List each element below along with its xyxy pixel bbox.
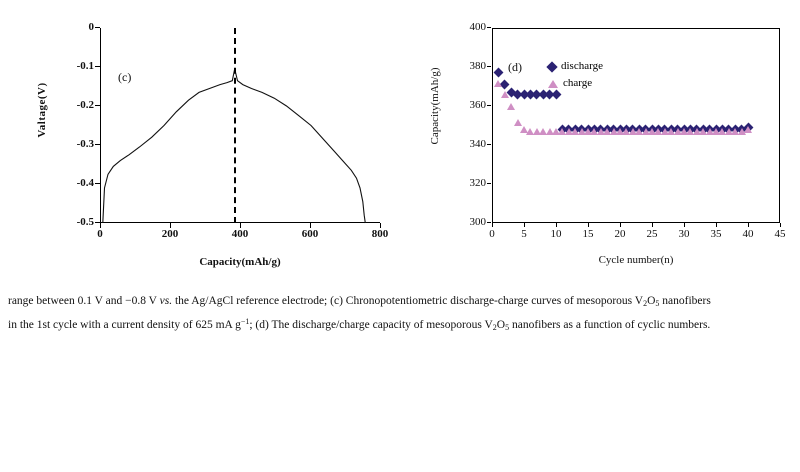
panel-d-y-tick: 360	[438, 99, 486, 111]
panel-c-y-tick: 0	[48, 21, 94, 33]
panel-c-x-tick: 200	[150, 228, 190, 240]
data-point-charge	[494, 80, 502, 87]
panel-d-label: (d)	[508, 60, 522, 74]
panel-c-y-tick: -0.1	[48, 60, 94, 72]
panel-d-x-tick: 30	[664, 228, 704, 240]
data-point-charge	[744, 126, 752, 133]
caption-text: range between 0.1 V and −0.8 V	[8, 295, 160, 307]
panel-d-y-tick: 320	[438, 177, 486, 189]
panel-d-x-tick: 20	[600, 228, 640, 240]
panel-c-curve	[101, 28, 381, 223]
caption-sub: 2	[643, 299, 648, 308]
panel-d-x-tick: 10	[536, 228, 576, 240]
panel-c-x-tick: 400	[220, 228, 260, 240]
panel-c-y-tick: -0.2	[48, 99, 94, 111]
panel-c-x-tick: 800	[360, 228, 400, 240]
panel-c-label: (c)	[118, 70, 132, 84]
panel-d-y-axis-label: Capacity(mAh/g)	[429, 67, 441, 145]
caption-text: nanofibers as a function of cyclic numbers.	[509, 319, 711, 331]
panel-d-x-tick: 5	[504, 228, 544, 240]
panel-d-x-tick: 45	[760, 228, 800, 240]
caption-sub: 5	[655, 299, 660, 308]
panel-d-y-tick: 380	[438, 60, 486, 72]
triangle-marker-icon	[548, 80, 558, 88]
panel-c-y-tick: -0.4	[48, 177, 94, 189]
legend-label-charge: charge	[563, 77, 593, 89]
caption-text: O	[496, 319, 506, 331]
panel-d-y-tick: 300	[438, 216, 486, 228]
panel-c-marker-line	[234, 28, 236, 223]
data-point-charge	[507, 103, 515, 110]
caption-text: in the 1st cycle with a current density of 625 mA g	[8, 319, 241, 331]
panel-c-x-tick: 600	[290, 228, 330, 240]
figure-caption	[8, 292, 792, 337]
panel-d-y-tick: 400	[438, 21, 486, 33]
caption-line-2	[8, 313, 792, 337]
caption-text: nanofibers	[659, 295, 711, 307]
caption-line-1	[8, 292, 792, 313]
panel-d-x-tick: 15	[568, 228, 608, 240]
panel-d-chart	[400, 8, 800, 280]
panel-d-x-tick: 25	[632, 228, 672, 240]
data-point-charge	[501, 91, 509, 98]
panel-d-x-axis-label: Cycle number(n)	[598, 254, 674, 266]
caption-text: the Ag/AgCl reference electrode; (c) Chronopotentiometric discharge-charge curves of mesoporous V	[172, 295, 644, 307]
caption-italic: vs.	[159, 295, 173, 307]
panel-d-y-tick: 340	[438, 138, 486, 150]
panel-c-y-axis-label: Valtage(V)	[36, 82, 48, 138]
diamond-marker-icon	[546, 61, 557, 72]
panel-d-x-tick: 0	[472, 228, 512, 240]
legend-item-discharge	[548, 58, 603, 75]
panel-c-x-axis-label: Capacity(mAh/g)	[199, 256, 281, 268]
caption-sup: −1	[240, 317, 250, 326]
caption-text: ; (d) The discharge/charge capacity of mesoporous V	[249, 319, 493, 331]
legend-label-discharge: discharge	[561, 60, 603, 72]
data-point-charge	[514, 119, 522, 126]
panel-d-legend	[548, 58, 603, 92]
panel-c-plot-frame	[100, 28, 380, 223]
panel-c-y-tick: -0.5	[48, 216, 94, 228]
panel-c-y-tick: -0.3	[48, 138, 94, 150]
panel-c-chart	[10, 8, 400, 280]
caption-sub: 5	[505, 323, 510, 332]
panel-c-x-tick: 0	[80, 228, 120, 240]
caption-sub: 2	[492, 323, 497, 332]
caption-text: O	[647, 295, 656, 307]
panel-d-x-tick: 35	[696, 228, 736, 240]
panel-d-x-tick: 40	[728, 228, 768, 240]
